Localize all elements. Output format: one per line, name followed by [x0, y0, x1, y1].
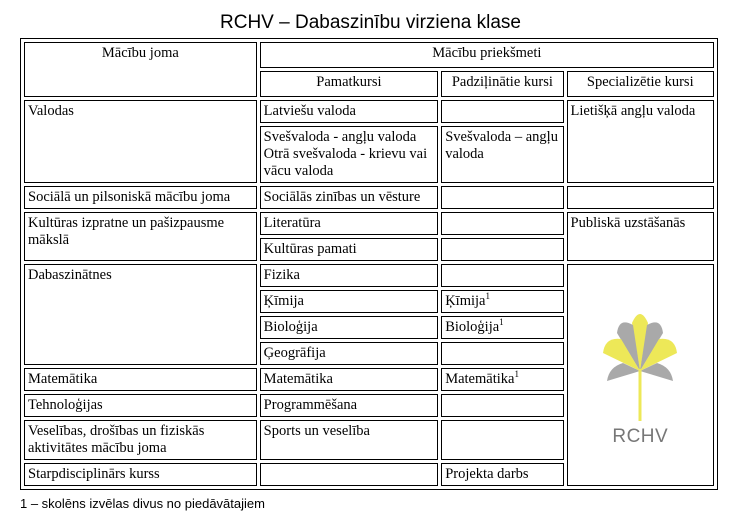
cell-basic: Sports un veselība: [260, 420, 439, 460]
table-row: [24, 212, 714, 235]
table-row: [24, 264, 714, 287]
area-science: Dabaszinātnes: [24, 264, 257, 365]
header-specialized: Specializētie kursi: [567, 71, 714, 97]
cell-basic: Sociālās zinības un vēsture: [260, 186, 439, 209]
logo-cell: [567, 264, 714, 486]
cell-advanced: [441, 368, 563, 391]
cell-basic: Latviešu valoda: [260, 100, 439, 123]
cell-advanced: [441, 316, 563, 339]
header-advanced: Padziļinātie kursi: [441, 71, 563, 97]
table-row: [24, 186, 714, 209]
cell-advanced: [441, 100, 563, 123]
cell-advanced: [441, 394, 563, 417]
cell-advanced: [441, 238, 563, 261]
cell-basic: Fizika: [260, 264, 439, 287]
cell-basic: Programmēšana: [260, 394, 439, 417]
footnote-mark: 1: [485, 291, 490, 302]
cell-advanced: Projekta darbs: [441, 463, 563, 486]
cell-advanced: [441, 342, 563, 365]
cell-text: Ķīmija: [445, 293, 486, 309]
curriculum-table: [20, 38, 718, 490]
cell-advanced: [441, 420, 563, 460]
area-health: Veselības, drošības un fiziskās aktivitātes mācību joma: [24, 420, 257, 460]
cell-basic: [260, 463, 439, 486]
cell-text: Matemātika: [445, 371, 515, 387]
table-row: [24, 100, 714, 123]
cell-advanced: Svešvaloda – angļu valoda: [441, 126, 563, 183]
area-interdisciplinary: Starpdisciplinārs kurss: [24, 463, 257, 486]
cell-basic: Ģeogrāfija: [260, 342, 439, 365]
header-basic: Pamatkursi: [260, 71, 439, 97]
cell-advanced: [441, 290, 563, 313]
cell-specialized: [567, 186, 714, 209]
area-culture: Kultūras izpratne un pašizpausme mākslā: [24, 212, 257, 261]
cell-basic: Ķīmija: [260, 290, 439, 313]
cell-basic: Matemātika: [260, 368, 439, 391]
page-title: RCHV – Dabaszinību virziena klase: [220, 12, 521, 33]
footnote-mark: 1: [514, 369, 519, 380]
area-math: Matemātika: [24, 368, 257, 391]
cell-advanced: [441, 186, 563, 209]
cell-advanced: [441, 264, 563, 287]
cell-basic: Bioloģija: [260, 316, 439, 339]
footnote: 1 – skolēns izvēlas divus no piedāvātajiem: [20, 496, 265, 511]
footnote-mark: 1: [499, 317, 504, 328]
cell-specialized: Lietišķā angļu valoda: [567, 100, 714, 183]
cell-specialized: Publiskā uzstāšanās: [567, 212, 714, 261]
cell-text: Bioloģija: [445, 319, 500, 335]
area-tech: Tehnoloģijas: [24, 394, 257, 417]
cell-basic: Svešvaloda - angļu valoda Otrā svešvaloda - krievu vai vācu valoda: [260, 126, 439, 183]
cell-basic: Kultūras pamati: [260, 238, 439, 261]
header-area: Mācību joma: [24, 42, 257, 97]
cell-advanced: [441, 212, 563, 235]
table-header-row: [24, 42, 714, 68]
area-languages: Valodas: [24, 100, 257, 183]
rchv-logo-icon: [599, 305, 681, 423]
area-social: Sociālā un pilsoniskā mācību joma: [24, 186, 257, 209]
cell-basic: Literatūra: [260, 212, 439, 235]
header-subjects: Mācību priekšmeti: [260, 42, 714, 68]
logo-text: RCHV: [612, 426, 669, 447]
